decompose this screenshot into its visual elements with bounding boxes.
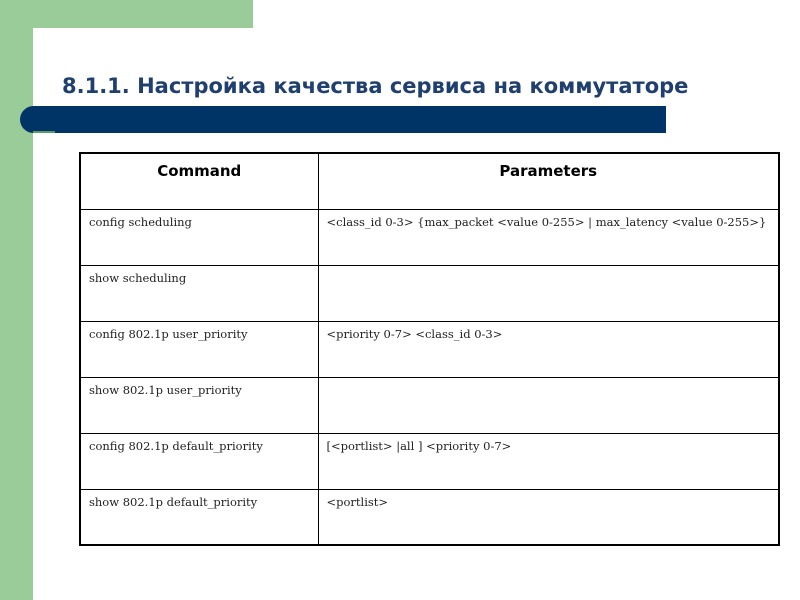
title-underline-bar (20, 106, 666, 133)
table-header-row (80, 153, 779, 209)
table-row (80, 433, 779, 489)
header-command: Command (80, 153, 318, 209)
slide-title: 8.1.1. Настройка качества сервиса на коммутаторе (62, 74, 689, 98)
command-cell: show scheduling (80, 265, 318, 321)
command-table (79, 152, 780, 546)
command-cell: show 802.1p default_priority (80, 489, 318, 545)
left-accent-bar (0, 0, 33, 600)
parameters-cell (318, 377, 779, 433)
table-row (80, 265, 779, 321)
table-row (80, 209, 779, 265)
command-cell: config scheduling (80, 209, 318, 265)
table-row (80, 321, 779, 377)
parameters-cell: <class_id 0-3> {max_packet <value 0-255> | max_latency <value 0-255>} (318, 209, 779, 265)
parameters-cell: <portlist> (318, 489, 779, 545)
parameters-cell (318, 265, 779, 321)
table-row (80, 377, 779, 433)
header-parameters: Parameters (318, 153, 779, 209)
command-cell: config 802.1p default_priority (80, 433, 318, 489)
top-accent-bar (0, 0, 253, 28)
table-row (80, 489, 779, 545)
title-bar-accent-line (33, 131, 55, 133)
parameters-cell: <priority 0-7> <class_id 0-3> (318, 321, 779, 377)
parameters-cell: [<portlist> |all ] <priority 0-7> (318, 433, 779, 489)
command-cell: show 802.1p user_priority (80, 377, 318, 433)
command-cell: config 802.1p user_priority (80, 321, 318, 377)
